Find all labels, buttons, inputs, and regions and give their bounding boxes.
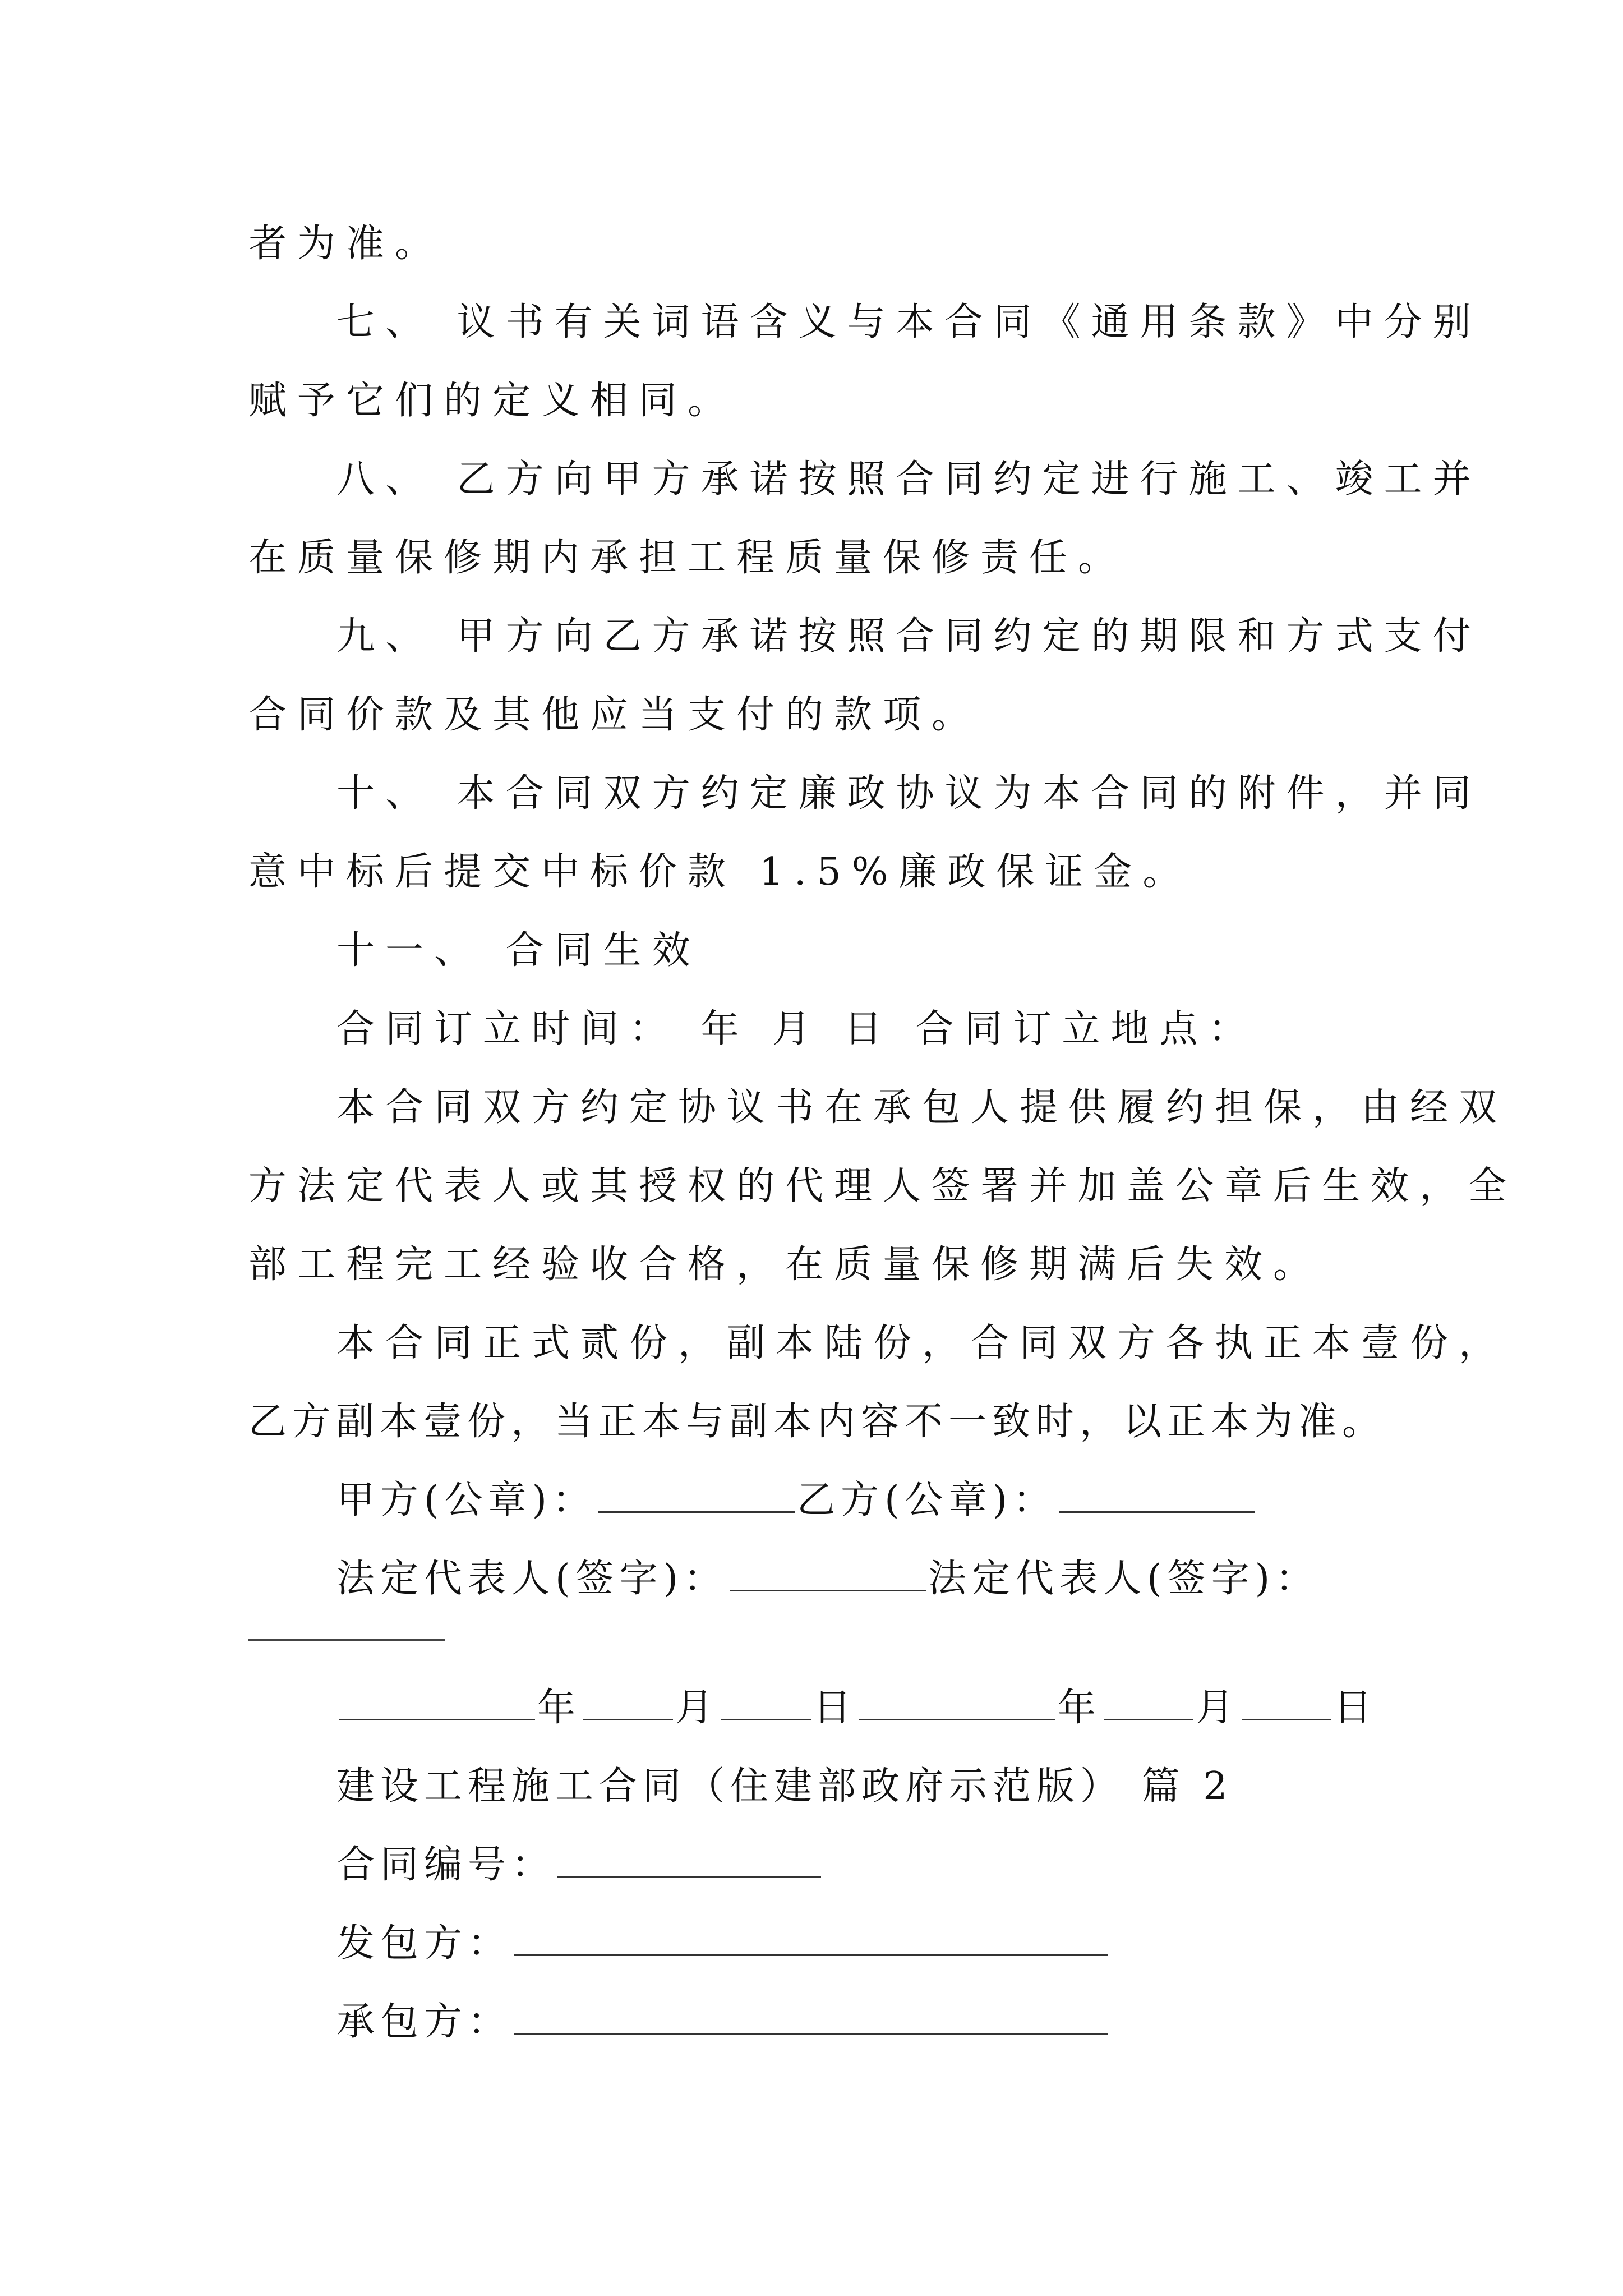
- text-line: 方法定代表人或其授权的代理人签署并加盖公章后生效，全: [248, 1164, 1518, 1208]
- year-label: 年: [1058, 1686, 1102, 1730]
- contract-number-blank: [557, 1841, 821, 1878]
- contract-number-label: 合同编号：: [336, 1843, 556, 1887]
- blank: [583, 1684, 673, 1720]
- seal-line: [336, 1475, 1257, 1526]
- party-a-seal-blank: [598, 1476, 795, 1513]
- date-line: [336, 1683, 1377, 1733]
- text-line: 十、 本合同双方约定廉政协议为本合同的附件，并同: [336, 771, 1482, 816]
- blank: [1242, 1684, 1331, 1720]
- party-a-rep-blank: [730, 1555, 926, 1591]
- contractor-line: [336, 1997, 1110, 2047]
- party-b-seal-blank: [1059, 1476, 1255, 1513]
- text-line: 部工程完工经验收合格，在质量保修期满后失效。: [248, 1243, 1322, 1287]
- text-line: 合同订立时间： 年 月 日 合同订立地点：: [336, 1007, 1257, 1051]
- blank: [1104, 1684, 1193, 1720]
- blank: [859, 1684, 1055, 1720]
- text-line: 在质量保修期内承担工程质量保修责任。: [248, 536, 1127, 580]
- day-label: 日: [813, 1686, 857, 1730]
- party-b-seal-label: 乙方(公章)：: [797, 1478, 1057, 1522]
- text-line: 意中标后提交中标价款 1.5%廉政保证金。: [248, 850, 1192, 894]
- text-line: 本合同双方约定协议书在承包人提供履约担保，由经双: [336, 1085, 1508, 1130]
- blank: [721, 1684, 811, 1720]
- text-line: 九、 甲方向乙方承诺按照合同约定的期限和方式支付: [336, 614, 1482, 659]
- party-b-rep-blank: [248, 1639, 445, 1641]
- text-line: 本合同正式贰份，副本陆份，合同双方各执正本壹份，: [336, 1321, 1508, 1365]
- employer-blank: [514, 1920, 1108, 1956]
- text-line: 合同价款及其他应当支付的款项。: [248, 693, 981, 737]
- month-label: 月: [675, 1686, 720, 1730]
- employer-label: 发包方：: [336, 1921, 512, 1966]
- contractor-label: 承包方：: [336, 2000, 512, 2044]
- contract-number-line: [336, 1840, 823, 1890]
- text-line: 十一、 合同生效: [336, 928, 701, 973]
- party-a-seal-label: 甲方(公章)：: [336, 1478, 597, 1522]
- contractor-blank: [514, 1998, 1108, 2035]
- blank: [339, 1684, 535, 1720]
- text-line: 赋予它们的定义相同。: [248, 379, 737, 423]
- party-b-rep-label: 法定代表人(签字)：: [928, 1557, 1320, 1601]
- text-line: 乙方副本壹份，当正本与副本内容不一致时，以正本为准。: [248, 1400, 1386, 1444]
- text-line: 八、 乙方向甲方承诺按照合同约定进行施工、竣工并: [336, 457, 1482, 501]
- month-label: 月: [1196, 1686, 1240, 1730]
- text-line: 者为准。: [248, 222, 444, 266]
- employer-line: [336, 1918, 1110, 1969]
- day-label: 日: [1334, 1686, 1378, 1730]
- year-label: 年: [537, 1686, 582, 1730]
- part2-title: 建设工程施工合同（住建部政府示范版） 篇 2: [336, 1764, 1233, 1809]
- text-line: 七、 议书有关词语含义与本合同《通用条款》中分别: [336, 300, 1482, 344]
- party-a-rep-label: 法定代表人(签字)：: [336, 1557, 728, 1601]
- representative-line: [336, 1554, 1319, 1604]
